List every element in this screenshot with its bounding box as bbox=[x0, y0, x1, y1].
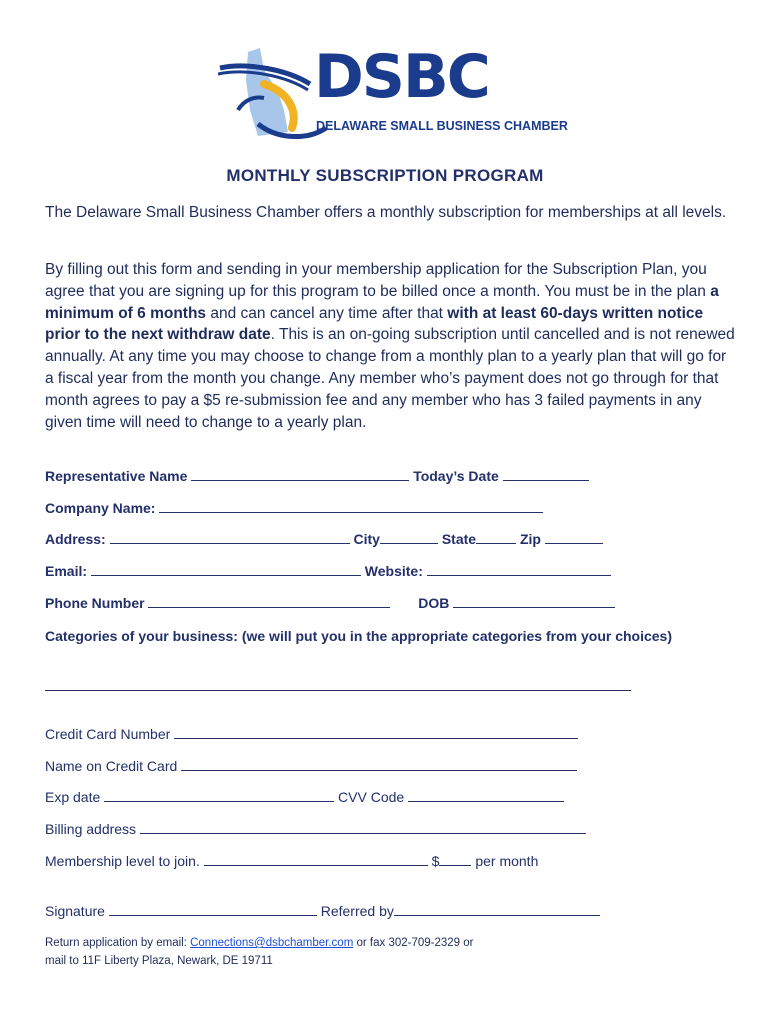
phone-field[interactable] bbox=[148, 595, 390, 608]
credit-card-label: Credit Card Number bbox=[45, 726, 171, 742]
terms-paragraph bbox=[45, 259, 735, 433]
terms-text-2: and can cancel any time after that bbox=[206, 304, 448, 322]
representative-field[interactable] bbox=[191, 468, 409, 481]
exp-row bbox=[45, 789, 564, 805]
billing-field[interactable] bbox=[140, 821, 586, 834]
city-field[interactable] bbox=[380, 531, 438, 544]
name-on-card-row bbox=[45, 758, 577, 774]
credit-card-field[interactable] bbox=[174, 726, 578, 739]
email-row bbox=[45, 563, 611, 579]
dob-field[interactable] bbox=[453, 595, 615, 608]
categories-field[interactable] bbox=[45, 678, 631, 691]
cvv-field[interactable] bbox=[408, 789, 564, 802]
membership-field[interactable] bbox=[204, 853, 428, 866]
address-field[interactable] bbox=[110, 531, 350, 544]
company-label: Company Name: bbox=[45, 500, 156, 516]
footer-suffix: or fax 302-709-2329 or bbox=[353, 937, 474, 949]
footer-line-1 bbox=[45, 934, 474, 952]
representative-label: Representative Name bbox=[45, 468, 188, 484]
footer bbox=[45, 934, 474, 970]
exp-label: Exp date bbox=[45, 789, 101, 805]
zip-field[interactable] bbox=[545, 531, 603, 544]
categories-row bbox=[45, 678, 631, 694]
membership-row bbox=[45, 853, 538, 869]
membership-label: Membership level to join. bbox=[45, 853, 200, 869]
zip-label: Zip bbox=[519, 531, 541, 547]
logo-brand: DSBC bbox=[314, 42, 489, 112]
website-field[interactable] bbox=[427, 563, 611, 576]
signature-row bbox=[45, 903, 600, 919]
phone-row bbox=[45, 595, 615, 611]
address-row bbox=[45, 531, 603, 547]
todays-date-field[interactable] bbox=[503, 468, 589, 481]
delaware-state-icon bbox=[218, 40, 328, 150]
state-field[interactable] bbox=[476, 531, 516, 544]
categories-label: Categories of your business: (we will put you in the appropriate categories from your choices) bbox=[45, 628, 673, 644]
amount-field[interactable] bbox=[439, 853, 471, 866]
footer-prefix: Return application by email: bbox=[45, 937, 191, 949]
phone-label: Phone Number bbox=[45, 595, 145, 611]
signature-field[interactable] bbox=[109, 903, 317, 916]
billing-row bbox=[45, 821, 586, 837]
footer-line-2: mail to 11F Liberty Plaza, Newark, DE 19711 bbox=[45, 955, 273, 967]
email-field[interactable] bbox=[91, 563, 361, 576]
exp-field[interactable] bbox=[104, 789, 334, 802]
state-label: State bbox=[441, 531, 477, 547]
cvv-label: CVV Code bbox=[338, 789, 405, 805]
company-row bbox=[45, 500, 543, 516]
company-field[interactable] bbox=[159, 500, 543, 513]
signature-label: Signature bbox=[45, 903, 105, 919]
billing-label: Billing address bbox=[45, 821, 137, 837]
intro-paragraph: The Delaware Small Business Chamber offers a monthly subscription for memberships at all levels. bbox=[45, 204, 727, 221]
terms-bold-1: a minimum of 6 months bbox=[45, 282, 719, 322]
logo-name: DELAWARE SMALL BUSINESS CHAMBER bbox=[316, 119, 568, 133]
name-on-card-label: Name on Credit Card bbox=[45, 758, 178, 774]
email-link[interactable]: Connections@dsbchamber.com bbox=[190, 937, 354, 949]
terms-text-3: . This is an on-going subscription until cancelled and is not renewed annually. At any time you may choose to change from a monthly plan to a yearly plan that will go for a fiscal year from the month you change. Any member who’s payment does not go through for that month agrees to pay a $5 re-submission fee and any member who has 3 failed payments in any given time will need to change to a yearly plan. bbox=[45, 326, 735, 431]
dob-label: DOB bbox=[418, 595, 450, 611]
terms-text-1: By filling out this form and sending in your membership application for the Subscription Plan, you agree that you are signing up for this program to be billed once a month. You must be in the plan bbox=[45, 261, 711, 300]
per-month-label: per month bbox=[475, 853, 539, 869]
email-label: Email: bbox=[45, 563, 88, 579]
city-label: City bbox=[353, 531, 380, 547]
website-label: Website: bbox=[364, 563, 423, 579]
referred-field[interactable] bbox=[394, 903, 600, 916]
todays-date-label: Today’s Date bbox=[413, 468, 499, 484]
credit-card-row bbox=[45, 726, 578, 742]
dollar-label: $ bbox=[431, 853, 440, 869]
representative-row bbox=[45, 468, 589, 484]
referred-label: Referred by bbox=[320, 903, 394, 919]
page-title: MONTHLY SUBSCRIPTION PROGRAM bbox=[226, 166, 544, 185]
dsbc-logo bbox=[218, 40, 568, 150]
name-on-card-field[interactable] bbox=[181, 758, 577, 771]
terms-bold-2: with at least 60-days written notice prior to the next withdraw date bbox=[45, 304, 704, 344]
address-label: Address: bbox=[45, 531, 106, 547]
